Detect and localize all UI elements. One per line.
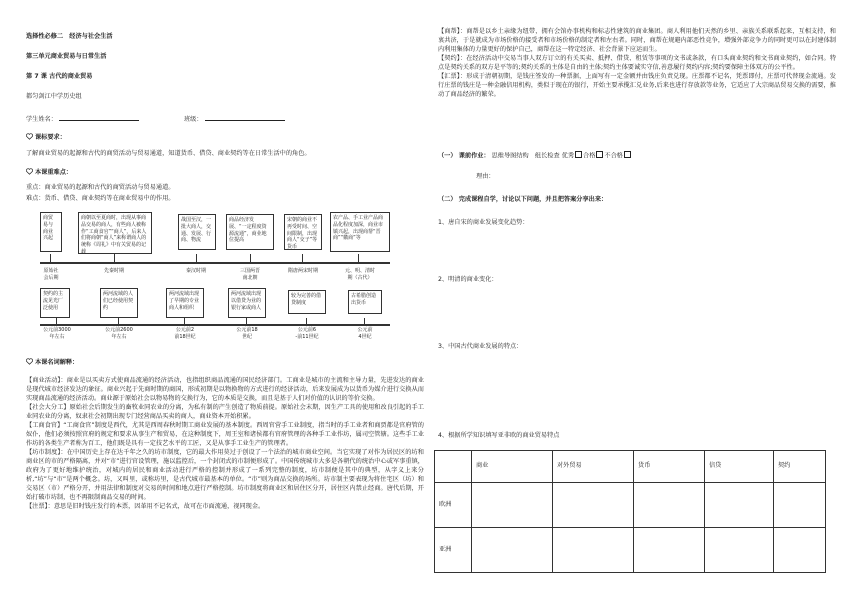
timeline-top-box-2: 战国至汉，一批大商人，交通、发展、行商、物流 — [178, 214, 216, 250]
timeline-bottom-box-5: 古希腊创造出货币 — [348, 290, 382, 314]
tick — [118, 318, 119, 326]
question-2: 2、明清的商业变化： — [438, 276, 498, 283]
timeline-bottom-box-0: 契约的主流见光厂泛使用 — [40, 288, 70, 318]
school-name: 都匀剑江中学历史组 — [26, 93, 82, 100]
term-gongshang-shiguan: 【工商食官】“工商食官”制度是西代，尤其是西周春秋时期工商业发展的基本制度。西周官营手工业制度，指当时的手工业者和商贾都是官府管的奴仆，他们必须按照官府的规定和要求从事生产和贸易，在这种制度下，周王室和诸侯都有官府管理的各种手工业作坊，属司空管辖。这些手工业作坊的各类生产者称为百工，他们既是具有一定技艺水平的工匠，又是从事手工业生产的管理者。 — [26, 421, 424, 447]
timeline-top-box-1: 商朝以至夏商时，出现从事商品交易的商人，有些商人被称作“工商食官”“商人”，后来人们将商朝“商人”来称谓商人的统称《周礼》中有关贸易的记载 — [78, 212, 152, 254]
timeline-top-box-3: 商品经济发展、“一定程度资源流通”，商业地位提高 — [226, 214, 274, 250]
table-header-cell: 契约 — [774, 451, 826, 483]
course-title: 选择性必修二 经济与社会生活 — [26, 33, 113, 40]
goals-title: 课标要求： — [35, 134, 66, 141]
timeline-top-box-4: 宋朝的商业不再受时间、空间限制，出现商人“交子”等货币 — [284, 214, 322, 250]
excellent-checkbox[interactable] — [575, 151, 582, 158]
table-cell[interactable] — [472, 528, 553, 573]
fail-label: 不合格 — [604, 152, 623, 160]
timeline-bottom-box-2: 两河流域出现了早期的专业商人和组织 — [166, 288, 204, 318]
table-cell[interactable] — [553, 483, 634, 528]
terms-body — [26, 377, 424, 512]
table-cell[interactable] — [774, 528, 826, 573]
unit-title: 第三单元商业贸易与日常生活 — [26, 53, 107, 60]
fail-checkbox[interactable] — [624, 151, 631, 158]
timeline-top-label-5: 元、明、清时 期（古代） — [344, 268, 375, 281]
keypoints-title: 本课重难点： — [35, 169, 73, 176]
term-bank-note: 【注票】：意思是旧时钱庄发行的本票，因革用不记名式，故可在市面流通，视同现金。 — [26, 502, 265, 510]
timeline-bottom-label-5: 公元前 4世纪 — [357, 327, 373, 340]
table-cell[interactable] — [634, 483, 705, 528]
table-header-cell: 信贷 — [705, 451, 774, 483]
term-merchant-guild: 【商帮】：商帮是以乡土亲缘为纽带，拥有会馆办事机构和标志性建筑的商业集团。商人利用他们天然的乡里、亲族关系联系起来，互相支持，和衷共济，于是就成为市场价格的接受者和市场价格的制定者和左右者。同时，商帮在规避内部恶性竞争，增强外部竞争力的同时更可以在封建体制内利用集体的力量更好的保护自己，商帮在这一特定经济、社会背景下应运而生。 — [438, 28, 836, 53]
goals-text: 了解商业贸易的起源和古代的商贸活动与贸易通道，知道货币、借贷、商业契约等在日常生活中的角色。 — [26, 150, 311, 157]
reason-label: 理由： — [476, 173, 495, 180]
tick — [56, 318, 57, 326]
class-blank[interactable] — [205, 120, 285, 121]
term-contract: 【契约】：在经济活动中交易当事人双方订立的有关买卖、抵押、借贷、租赁等事项的文书或条款，有口头商业契约和文书商业契约，如合同。特点是契约关系的双方是平等的;契约关系的主体是自由的主体;契约主体要诚实守信,善意履行契约内容;契约要保障主体双方的公平性。 — [438, 54, 836, 71]
hard-point: 难点：货币、借贷、商业契约等在商业贸易中的作用。 — [26, 195, 175, 202]
trade-features-table — [434, 450, 826, 573]
table-cell[interactable] — [774, 483, 826, 528]
timeline-bottom-axis — [40, 324, 390, 326]
table-header-cell — [435, 451, 472, 483]
student-name-label: 学生姓名： — [26, 116, 57, 123]
timeline-top-axis — [40, 262, 390, 264]
student-name-row — [26, 116, 139, 125]
homework-row — [438, 151, 632, 161]
table-header-row — [435, 451, 826, 483]
pass-label: 合格 — [583, 152, 596, 160]
table-header-cell: 对外贸易 — [553, 451, 634, 483]
task-heading: （二） 完成课程自学，讨论以下问题，并且把答案分享出来： — [438, 196, 608, 203]
term-division-of-labor: 【社会大分工】原始社会后期发生的畜牧业同农业的分离，为私有制的产生创造了物质前提。原始社会末期，因生产工具的使用和改良引起的手工业同农业的分离，奴隶社会初期出现专门经营商品买卖的商人，商业资本开始积累。 — [26, 403, 424, 420]
row-label-europe: 欧洲 — [435, 483, 472, 528]
timeline-top-label-3: 三国两晋 南北朝 — [239, 268, 260, 281]
class-label: 班级： — [184, 116, 203, 123]
class-row — [184, 116, 285, 125]
timeline-bottom-box-3: 两河流域出现以借贷为业的银行家或商人 — [228, 288, 266, 318]
tick — [184, 318, 185, 326]
timeline-figure — [36, 210, 406, 345]
tick — [246, 318, 247, 326]
timeline-top-label-0: 原始社 会后期 — [43, 268, 59, 281]
timeline-top-label-4: 隋唐两宋时期 — [287, 268, 318, 274]
timeline-bottom-label-1: 公元前2600 年左右 — [105, 327, 133, 340]
timeline-bottom-box-4: 较为完善的借贷制度 — [288, 290, 326, 314]
heart-icon — [26, 358, 33, 365]
keypoints-heading — [26, 168, 72, 178]
homework-label: （一） 课前作业： — [438, 152, 490, 160]
student-name-blank[interactable] — [59, 120, 139, 121]
table-cell[interactable] — [553, 528, 634, 573]
term-fangshi-system: 【坊市制度】：在中国历史上存在达千年之久的坊市制度，它的最大作用莫过于创设了一个法治的城市商业空间。当它实现了对作为居民区的坊和商业区的市的严格隔离，并对“市”进行官设管理，施以监控后，一个封闭式的市制便形成了。中国传统城市大多是各朝代的统治中心或军事重镇，政府为了更好地维护统治，对城内的居民和商业活动进行严格的控制并形成了一系列完整的制度，坊市制便是其中的典型，从字义上来分析,“坊”与“市”是两个概念。坊，又叫里，或称坊里，是古代城市最基本的单位。“市”则为商品交换的场所。坊市制主要表现为将住宅区（坊）和交易区（市）严格分开，并用法律和制度对交易的时间和地点进行严格控制。坊市制度将商业区和居住区分开，居住区内禁止经商。唐代后期，开始打破市坊制，也不再限制商品交易的时间。 — [26, 448, 424, 501]
tick — [364, 318, 365, 326]
table-cell[interactable] — [634, 528, 705, 573]
timeline-bottom-label-3: 公元前18 世纪 — [236, 327, 258, 340]
question-3: 3、中国古代商业发展的特点： — [438, 343, 523, 350]
tick — [196, 254, 197, 264]
tick — [250, 254, 251, 264]
terms-title: 本课名词解释： — [35, 359, 79, 366]
terms-heading — [26, 358, 78, 368]
question-4: 4、根据所学知识填写亚非欧的商业贸易特点 — [438, 432, 560, 439]
question-1: 1、唐自宋的商业发展变化趋势： — [438, 219, 529, 226]
goals-heading — [26, 133, 66, 143]
table-header-cell: 货币 — [634, 451, 705, 483]
term-bill: 【汇票】：形成于清朝初期，是钱庄签发的一种票据，上面写有一定金额并由钱庄负责兑现。庄票都不记名，凭票即付，庄票可代替现金流通。发行庄票的钱庄是一种金融信用机构，类似于现在的银行，开始主要承揽汇兑业务,后来也进行存放款等业务，它适应了大宗商品贸易交换的需要，推动了商品经济的繁荣。 — [438, 72, 836, 98]
table-cell[interactable] — [705, 483, 774, 528]
pass-checkbox[interactable] — [596, 151, 603, 158]
table-header-cell: 商业 — [472, 451, 553, 483]
heart-icon — [26, 133, 33, 140]
timeline-bottom-label-0: 公元前3000 年左右 — [43, 327, 71, 340]
right-terms — [438, 28, 836, 100]
tick — [306, 318, 307, 326]
timeline-top-label-2: 秦汉时期 — [185, 268, 206, 274]
tick — [50, 254, 51, 264]
table-cell[interactable] — [472, 483, 553, 528]
table-row — [435, 528, 826, 573]
timeline-bottom-label-4: 公元前6 -前11世纪 — [295, 327, 319, 340]
timeline-bottom-label-2: 公元前2 前18世纪 — [174, 327, 196, 340]
term-commerce: 【商业活动】：商业是以买卖方式使商品流通的经济活动，也指组织商品流通的国民经济部门。工商业是城市的主流和主导力量，先进发达的商业是现代城市经济发达的象征。商业兴起于先商时期的商国，形成初期是以物换物的方式进行的经济活动，后来发展成为以货币为媒介进行交换从而实现商品流通的经济活动。商业源于原始社会以物易物的交换行为，它的本质是交换，而且是基于人们对价值的认识的等价交换。 — [26, 377, 424, 402]
lesson-title: 第 7 课 古代的商业贸易 — [26, 73, 93, 80]
key-point: 重点：商业贸易的起源和古代的商贸活动与贸易通道。 — [26, 184, 175, 191]
timeline-top-box-0: 商贸 易与 商业 兴起 — [40, 212, 62, 252]
homework-text: 思维导图结构 组长检查 优秀 — [491, 152, 575, 160]
timeline-top-label-1: 先秦时期 — [103, 268, 124, 274]
table-row — [435, 483, 826, 528]
heart-icon — [26, 168, 33, 175]
timeline-bottom-box-1: 两河流域的人们已经使用契约 — [100, 288, 138, 318]
table-cell[interactable] — [705, 528, 774, 573]
tick — [358, 254, 359, 264]
timeline-top-box-5: 农产品、手工业产品商品化程度加深，商业市镇兴起，出现商帮“晋商”“徽商”等 — [330, 212, 390, 252]
row-label-asia: 亚洲 — [435, 528, 472, 573]
tick — [114, 254, 115, 264]
tick — [302, 254, 303, 264]
